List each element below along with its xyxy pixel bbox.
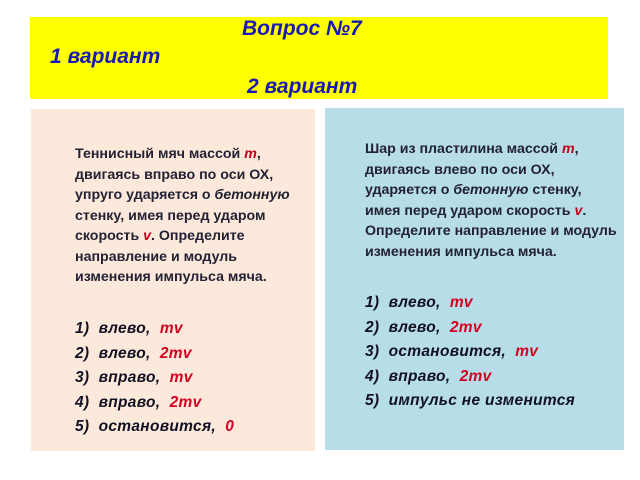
option-number: 3) [365,343,380,360]
option-direction: влево, [98,344,151,362]
variant-2-options [365,291,585,410]
question-text: стенку, имея перед ударом скорость [365,182,582,219]
velocity-symbol: v [143,228,152,244]
question-text: Шар из пластилина массой [365,141,562,157]
option-direction: вправо, [98,369,161,386]
option-direction: вправо, [388,367,451,385]
option-direction: остановится, [98,418,216,435]
velocity-symbol: v [574,202,583,219]
mass-symbol: m [561,141,575,157]
variant-1-options [75,317,234,440]
question-header [30,17,608,99]
option-value: 0 [225,418,235,435]
question-text: . Определите направление и модуль изменения импульса мяча. [365,202,617,260]
option-number: 5) [75,418,90,435]
option-value: 2mv [449,318,482,336]
option-direction: вправо, [98,393,161,411]
mass-symbol: m [244,146,257,162]
option-direction: влево, [388,318,441,336]
option-value: 2mv [459,367,492,385]
question-title: Вопрос №7 [242,17,362,40]
option-value: 2mv [159,344,192,362]
option-number: 1) [365,294,380,311]
answer-option[interactable] [75,342,234,367]
option-value: mv [449,294,473,311]
variant-1-question [75,144,315,288]
answer-option[interactable] [365,316,585,341]
option-direction: импульс не изменится [388,392,576,409]
option-direction: остановится, [388,343,506,360]
variant-2-heading: 2 вариант [247,75,358,98]
option-value: 2mv [169,393,202,411]
option-number: 4) [365,367,380,385]
emphasis-word: бетонную [453,182,529,198]
option-number: 2) [75,344,90,362]
option-value: mv [159,320,183,337]
question-text: , двигаясь влево по оси ОХ, ударяется о [365,141,579,198]
question-text: стенку, имея перед ударом скорость [75,207,266,244]
option-direction: влево, [98,320,151,337]
answer-option[interactable] [365,389,585,410]
option-value: mv [515,343,539,360]
answer-option[interactable] [75,415,234,440]
option-number: 5) [365,392,380,409]
emphasis-word: бетонную [214,187,290,203]
answer-option[interactable] [365,340,585,365]
variant-2-question [365,139,617,262]
option-number: 1) [75,320,90,337]
option-number: 4) [75,393,90,411]
option-number: 3) [75,369,90,386]
variant-2-panel [325,108,624,450]
answer-option[interactable] [365,291,585,316]
option-value: mv [169,369,193,386]
option-number: 2) [365,318,380,336]
answer-option[interactable] [75,366,234,391]
answer-option[interactable] [75,317,234,342]
question-text: . Определите направление и модуль изменения импульса мяча. [75,228,267,285]
option-direction: влево, [388,294,441,311]
variant-1-panel [31,109,315,451]
variant-1-heading: 1 вариант [50,45,161,68]
answer-option[interactable] [75,391,234,416]
question-text: , двигаясь вправо по оси ОХ, упруго ударяется о [75,146,274,203]
answer-option[interactable] [365,365,585,390]
question-text: Теннисный мяч массой [75,146,245,162]
